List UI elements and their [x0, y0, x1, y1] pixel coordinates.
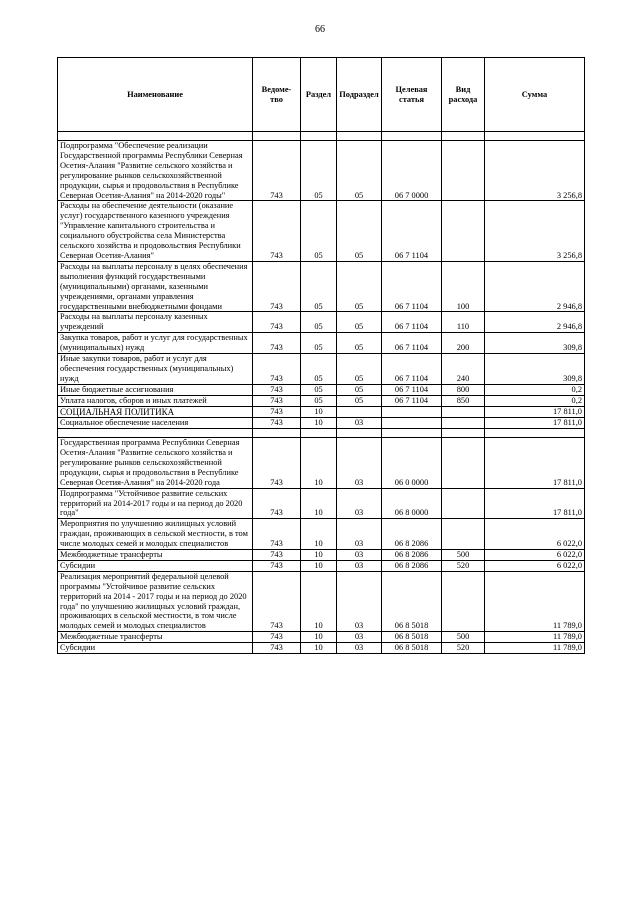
cell-razdel: 05	[301, 261, 337, 312]
cell-podrazdel: 03	[337, 418, 382, 429]
spacer-cell	[253, 429, 301, 438]
cell-podrazdel: 03	[337, 488, 382, 519]
table-row	[58, 571, 585, 631]
cell-podrazdel: 05	[337, 395, 382, 406]
cell-name: Расходы на выплаты персоналу в целях обеспечения выполнения функций государственными (муниципальными) органами, казенными учреждениями, органами управления государственными внебюджетными фондами	[58, 261, 253, 312]
cell-razdel: 05	[301, 201, 337, 261]
cell-podrazdel	[337, 406, 382, 418]
spacer-cell	[58, 132, 253, 141]
table-row	[58, 438, 585, 489]
cell-razdel: 10	[301, 643, 337, 654]
header-name: Наименование	[58, 58, 253, 132]
cell-summa: 11 789,0	[485, 571, 585, 631]
table-row	[58, 395, 585, 406]
cell-name: Межбюджетные трансферты	[58, 550, 253, 561]
cell-podrazdel: 05	[337, 354, 382, 385]
cell-celevaya-statya: 06 8 2086	[382, 519, 442, 550]
cell-vedomstvo: 743	[253, 333, 301, 354]
header-row	[58, 58, 585, 132]
header-cel-line1: Целевая	[395, 84, 428, 94]
cell-summa: 11 789,0	[485, 632, 585, 643]
budget-table	[57, 57, 585, 654]
cell-summa: 6 022,0	[485, 560, 585, 571]
table-row	[58, 643, 585, 654]
table-row	[58, 418, 585, 429]
cell-razdel: 05	[301, 354, 337, 385]
cell-name: Иные закупки товаров, работ и услуг для обеспечения государственных (муниципальных) нужд	[58, 354, 253, 385]
cell-vid-rashoda	[442, 418, 485, 429]
header-vid-line2: расхода	[448, 94, 478, 104]
header-vedomstvo	[253, 58, 301, 132]
cell-vid-rashoda	[442, 488, 485, 519]
cell-podrazdel: 05	[337, 141, 382, 201]
cell-name: Иные бюджетные ассигнования	[58, 384, 253, 395]
spacer-cell	[253, 132, 301, 141]
cell-vedomstvo: 743	[253, 395, 301, 406]
cell-vedomstvo: 743	[253, 571, 301, 631]
cell-celevaya-statya: 06 7 1104	[382, 261, 442, 312]
cell-vedomstvo: 743	[253, 643, 301, 654]
cell-summa: 17 811,0	[485, 488, 585, 519]
cell-celevaya-statya	[382, 406, 442, 418]
table-row	[58, 354, 585, 385]
cell-name: Субсидии	[58, 643, 253, 654]
cell-name: Государственная программа Республики Северная Осетия-Алания "Развитие сельского хозяйства и регулирование рынков сельскохозяйственной продукции, сырья и продовольствия в Республике Северная Осетия-Алания" на 2014-2020 года	[58, 438, 253, 489]
cell-summa: 17 811,0	[485, 418, 585, 429]
cell-name: СОЦИАЛЬНАЯ ПОЛИТИКА	[58, 406, 253, 418]
spacer-cell	[485, 132, 585, 141]
cell-vedomstvo: 743	[253, 312, 301, 333]
table-row	[58, 550, 585, 561]
cell-vedomstvo: 743	[253, 550, 301, 561]
cell-summa: 3 256,8	[485, 141, 585, 201]
cell-celevaya-statya: 06 7 1104	[382, 201, 442, 261]
cell-vid-rashoda: 100	[442, 261, 485, 312]
cell-razdel: 10	[301, 406, 337, 418]
cell-name: Подпрограмма "Обеспечение реализации Государственной программы Республики Северная Осетия-Алания "Развитие сельского хозяйства и регулирование рынков сельскохозяйственной продукции, сырья и продовольствия в Республике Северная Осетия-Алания" на 2014-2020 годы"	[58, 141, 253, 201]
cell-razdel: 05	[301, 141, 337, 201]
spacer-cell	[442, 429, 485, 438]
cell-celevaya-statya	[382, 418, 442, 429]
cell-razdel: 10	[301, 519, 337, 550]
header-vedomstvo-line1: Ведоме-	[261, 84, 292, 94]
spacer-cell	[301, 429, 337, 438]
spacer-cell	[58, 429, 253, 438]
cell-podrazdel: 05	[337, 261, 382, 312]
header-vid-line1: Вид	[455, 84, 471, 94]
cell-podrazdel: 03	[337, 571, 382, 631]
cell-celevaya-statya: 06 8 2086	[382, 550, 442, 561]
cell-vedomstvo: 743	[253, 418, 301, 429]
cell-podrazdel: 03	[337, 632, 382, 643]
cell-podrazdel: 03	[337, 519, 382, 550]
table-row	[58, 201, 585, 261]
cell-celevaya-statya: 06 8 5018	[382, 632, 442, 643]
header-summa: Сумма	[485, 58, 585, 132]
cell-name: Закупка товаров, работ и услуг для государственных (муниципальных) нужд	[58, 333, 253, 354]
spacer-cell	[485, 429, 585, 438]
cell-name: Межбюджетные трансферты	[58, 632, 253, 643]
cell-summa: 0,2	[485, 384, 585, 395]
cell-summa: 309,8	[485, 333, 585, 354]
cell-vedomstvo: 743	[253, 201, 301, 261]
cell-celevaya-statya: 06 7 1104	[382, 395, 442, 406]
cell-vid-rashoda: 200	[442, 333, 485, 354]
spacer-cell	[442, 132, 485, 141]
cell-vid-rashoda: 110	[442, 312, 485, 333]
cell-celevaya-statya: 06 7 1104	[382, 354, 442, 385]
table-row	[58, 333, 585, 354]
cell-summa: 2 946,8	[485, 312, 585, 333]
cell-name: Расходы на обеспечение деятельности (оказание услуг) государственного казенного учреждения "Управление капитального строительства и социального обустройства села Министерства сельского хозяйства и продовольствия Республики Северная Осетия-Алания"	[58, 201, 253, 261]
cell-celevaya-statya: 06 8 2086	[382, 560, 442, 571]
cell-razdel: 05	[301, 312, 337, 333]
cell-celevaya-statya: 06 7 0000	[382, 141, 442, 201]
cell-razdel: 10	[301, 550, 337, 561]
cell-summa: 0,2	[485, 395, 585, 406]
table-row	[58, 560, 585, 571]
cell-name: Расходы на выплаты персоналу казенных учреждений	[58, 312, 253, 333]
cell-podrazdel: 05	[337, 384, 382, 395]
cell-name: Субсидии	[58, 560, 253, 571]
cell-podrazdel: 05	[337, 312, 382, 333]
spacer-row	[58, 429, 585, 438]
cell-summa: 3 256,8	[485, 201, 585, 261]
spacer-cell	[337, 429, 382, 438]
cell-summa: 6 022,0	[485, 519, 585, 550]
table-row	[58, 384, 585, 395]
spacer-cell	[337, 132, 382, 141]
cell-podrazdel: 03	[337, 560, 382, 571]
cell-vid-rashoda: 500	[442, 632, 485, 643]
cell-vid-rashoda	[442, 141, 485, 201]
cell-podrazdel: 03	[337, 643, 382, 654]
cell-razdel: 10	[301, 632, 337, 643]
cell-vid-rashoda	[442, 519, 485, 550]
header-vedomstvo-line2: тво	[270, 94, 283, 104]
table-row	[58, 632, 585, 643]
cell-summa: 2 946,8	[485, 261, 585, 312]
cell-podrazdel: 03	[337, 550, 382, 561]
cell-name: Мероприятия по улучшению жилищных условий граждан, проживающих в сельской местности, в том числе молодых семей и молодых специалистов	[58, 519, 253, 550]
cell-celevaya-statya: 06 8 5018	[382, 643, 442, 654]
cell-vid-rashoda	[442, 201, 485, 261]
table-row	[58, 261, 585, 312]
cell-vedomstvo: 743	[253, 141, 301, 201]
cell-summa: 6 022,0	[485, 550, 585, 561]
cell-vedomstvo: 743	[253, 519, 301, 550]
cell-vedomstvo: 743	[253, 354, 301, 385]
cell-vedomstvo: 743	[253, 406, 301, 418]
cell-vedomstvo: 743	[253, 488, 301, 519]
cell-summa: 17 811,0	[485, 406, 585, 418]
cell-celevaya-statya: 06 8 5018	[382, 571, 442, 631]
cell-name: Подпрограмма "Устойчивое развитие сельских территорий на 2014-2017 годы и на период до 2020 года"	[58, 488, 253, 519]
header-razdel: Раздел	[301, 58, 337, 132]
cell-summa: 17 811,0	[485, 438, 585, 489]
cell-name: Уплата налогов, сборов и иных платежей	[58, 395, 253, 406]
cell-vedomstvo: 743	[253, 438, 301, 489]
cell-summa: 309,8	[485, 354, 585, 385]
cell-vid-rashoda	[442, 438, 485, 489]
cell-podrazdel: 05	[337, 333, 382, 354]
header-cel-line2: статья	[399, 94, 424, 104]
cell-razdel: 10	[301, 571, 337, 631]
header-podrazdel: Подраздел	[337, 58, 382, 132]
cell-name: Социальное обеспечение населения	[58, 418, 253, 429]
cell-celevaya-statya: 06 7 1104	[382, 312, 442, 333]
page-number: 66	[315, 24, 325, 35]
header-celevaya-statya	[382, 58, 442, 132]
table-row	[58, 406, 585, 418]
table-body	[58, 132, 585, 654]
header-vid-rashoda	[442, 58, 485, 132]
table-row	[58, 488, 585, 519]
spacer-cell	[301, 132, 337, 141]
cell-vedomstvo: 743	[253, 632, 301, 643]
cell-vedomstvo: 743	[253, 560, 301, 571]
cell-celevaya-statya: 06 7 1104	[382, 333, 442, 354]
cell-vid-rashoda: 800	[442, 384, 485, 395]
cell-podrazdel: 05	[337, 201, 382, 261]
cell-razdel: 05	[301, 395, 337, 406]
cell-razdel: 10	[301, 560, 337, 571]
cell-razdel: 10	[301, 488, 337, 519]
cell-celevaya-statya: 06 0 0000	[382, 438, 442, 489]
cell-vid-rashoda	[442, 571, 485, 631]
cell-vid-rashoda: 500	[442, 550, 485, 561]
cell-vid-rashoda: 240	[442, 354, 485, 385]
cell-vid-rashoda: 850	[442, 395, 485, 406]
table-row	[58, 141, 585, 201]
cell-vid-rashoda	[442, 406, 485, 418]
table-row	[58, 312, 585, 333]
spacer-cell	[382, 429, 442, 438]
cell-razdel: 05	[301, 333, 337, 354]
cell-podrazdel: 03	[337, 438, 382, 489]
spacer-cell	[382, 132, 442, 141]
cell-name: Реализация мероприятий федеральной целевой программы "Устойчивое развитие сельских территорий на 2014 - 2017 годы и на период до 2020 года" по улучшению жилищных условий граждан, проживающих в сельской местности, в том числе молодых семей и молодых специалистов	[58, 571, 253, 631]
cell-vedomstvo: 743	[253, 261, 301, 312]
cell-celevaya-statya: 06 8 0000	[382, 488, 442, 519]
cell-razdel: 10	[301, 438, 337, 489]
cell-summa: 11 789,0	[485, 643, 585, 654]
spacer-row	[58, 132, 585, 141]
cell-vid-rashoda: 520	[442, 560, 485, 571]
cell-vid-rashoda: 520	[442, 643, 485, 654]
cell-celevaya-statya: 06 7 1104	[382, 384, 442, 395]
cell-razdel: 05	[301, 384, 337, 395]
table-row	[58, 519, 585, 550]
cell-razdel: 10	[301, 418, 337, 429]
cell-vedomstvo: 743	[253, 384, 301, 395]
